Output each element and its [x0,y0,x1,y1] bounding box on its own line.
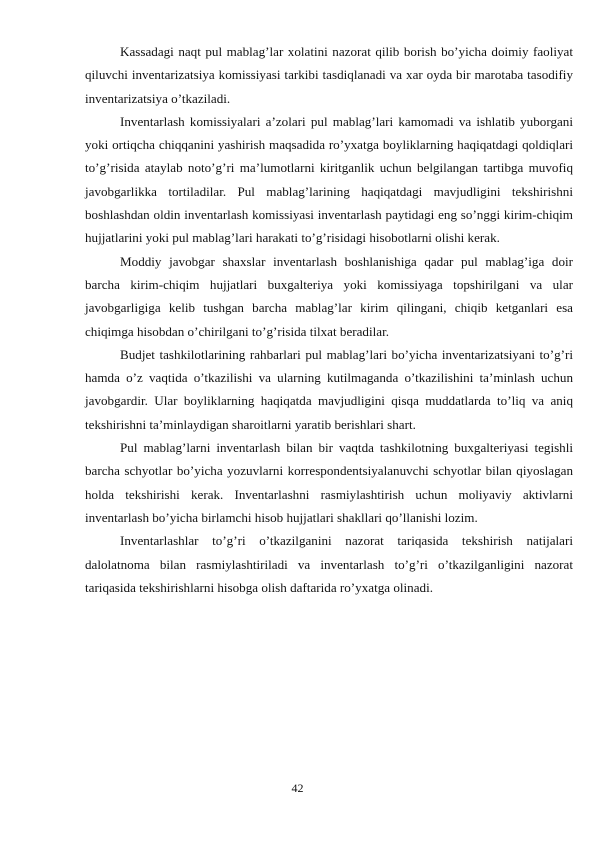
document-page [85,40,573,599]
paragraph-3: Moddiy javobgar shaxslar inventarlash boshlanishiga qadar pul mablag’iga doir barcha kirim-chiqim hujjatlari buxgalteriya yoki komissiyaga topshirilgani va ular javobgarligiga kelib tushgan barcha mablag’lar kirim qilingani, chiqib ketganlari esa chiqimga hisobdan o’chirilgani to’g’risida tilxat beradilar. [85,253,573,339]
paragraph-2: Inventarlash komissiyalari a’zolari pul mablag’lari kamomadi va ishlatib yuborgani yoki ortiqcha chiqqanini yashirish maqsadida ro’yxatga boyliklarning haqiqatdagi qoldiqlari to’g’risida ataylab noto’g’ri ma’lumotlarni kiritganlik uchun belgilangan tartibga muvofiq javobgarlikka tortiladilar. Pul mablag’larining haqiqatdagi mavjudligini tekshirishni boshlashdan oldin inventarlash komissiyasi inventarlash paytidagi eng so’nggi kirim-chiqim hujjatlarini yoki pul mablag’lari harakati to’g’risidagi hisobotlarni olishi kerak. [85,113,573,246]
paragraph-1: Kassadagi naqt pul mablag’lar xolatini nazorat qilib borish bo’yicha doimiy faoliyat qiluvchi inventarizatsiya komissiyasi tarkibi tasdiqlanadi va xar oyda bir marotaba tasodifiy inventarizatsiya o’tkaziladi. [85,44,573,106]
paragraph-4: Budjet tashkilotlarining rahbarlari pul mablag’lari bo’yicha inventarizatsiyani to’g’ri hamda o’z vaqtida o’tkazilishi va ularning kutilmaganda o’tkazilishini ta’minlash uchun javobgardir. Ular boyliklarning haqiqatda mavjudligini qisqa muddatlarda to’liq va aniq tekshirishni ta’minlaydigan sharoitlarni yaratib berishlari shart. [85,346,573,432]
paragraph-6: Inventarlashlar to’g’ri o’tkazilganini nazorat tariqasida tekshirish natijalari dalolatnoma bilan rasmiylashtiriladi va inventarlash to’g’ri o’tkazilganligini nazorat tariqasida tekshirishlarni hisobga olish daftarida ro’yxatga olinadi. [85,533,573,595]
page-number: 42 [291,781,304,795]
paragraph-5: Pul mablag’larni inventarlash bilan bir vaqtda tashkilotning buxgalteriyasi tegishli barcha schyotlar bo’yicha yozuvlarni korrespondentsiyalanuvchi schyotlar bilan qiyoslagan holda tekshirishi kerak. Inventarlashni rasmiylashtirish uchun moliyaviy aktivlarni inventarlash bo’yicha birlamchi hisob hujjatlari shakllari qo’llanishi lozim. [85,440,573,525]
